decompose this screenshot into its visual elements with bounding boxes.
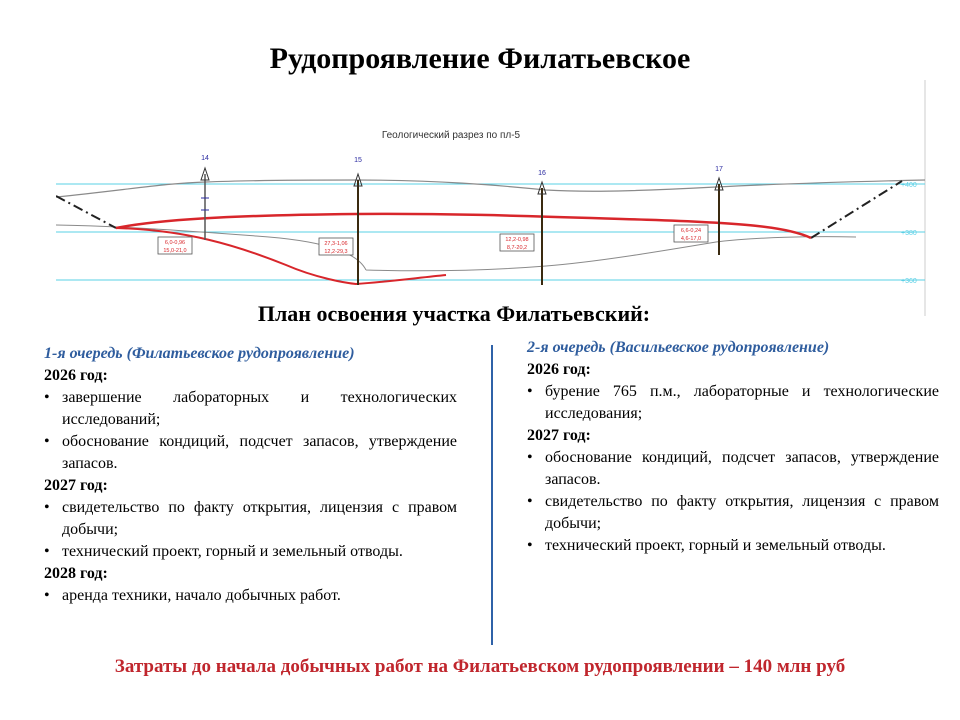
right-year-2027: 2027 год: — [527, 427, 591, 444]
svg-text:27,3-1,06: 27,3-1,06 — [324, 241, 348, 247]
section-caption: Геологический разрез по пл-5 — [381, 130, 521, 141]
left-heading: 1-я очередь (Филатьевское рудопроявление) — [44, 345, 355, 362]
cost-footer: Затраты до начала добычных работ на Филатьевском рудопроявлении – 140 млн руб — [114, 656, 846, 677]
right-item-2: • обоснование кондиций, подсчет запасов, утверждение запасов. — [527, 447, 939, 491]
svg-text:12,2-29,3: 12,2-29,3 — [324, 249, 348, 255]
right-item-3: • свидетельство по факту открытия, лицензия с правом добычи; — [527, 491, 939, 535]
left-year-2027: 2027 год: — [44, 477, 108, 494]
well-16-label: 16 — [538, 170, 546, 177]
fault-line-right — [811, 181, 902, 238]
left-year-2026: 2026 год: — [44, 367, 108, 384]
left-year-2028: 2028 год: — [44, 565, 108, 582]
well-15-label: 15 — [354, 157, 362, 164]
left-item-4: • технический проект, горный и земельный отводы. — [44, 541, 457, 563]
geological-section-figure — [56, 80, 928, 320]
right-heading: 2-я очередь (Васильевское рудопроявление) — [527, 339, 830, 356]
svg-text:8,7-20,2: 8,7-20,2 — [506, 245, 528, 251]
column-divider — [491, 345, 493, 645]
level-label-360: +360 — [901, 278, 917, 285]
well-17-label: 17 — [715, 166, 723, 173]
svg-text:6,0-0,96: 6,0-0,96 — [164, 240, 186, 246]
ore-body-lower — [116, 228, 446, 284]
svg-text:4,6-17,0: 4,6-17,0 — [680, 236, 702, 242]
left-item-3: • свидетельство по факту открытия, лицензия с правом добычи; — [44, 497, 457, 541]
fault-line-left — [56, 196, 116, 228]
svg-text:12,2-0,98: 12,2-0,98 — [505, 237, 529, 243]
plan-title: План освоения участка Филатьевский: — [0, 301, 908, 329]
svg-text:15,0-21,0: 15,0-21,0 — [163, 248, 187, 254]
right-item-1: • бурение 765 п.м., лабораторные и технологические исследования; — [527, 381, 939, 425]
sample-box-14 — [158, 237, 192, 254]
left-item-2: • обоснование кондиций, подсчет запасов, утверждение запасов. — [44, 431, 457, 475]
left-item-1: • завершение лабораторных и технологических исследований; — [44, 387, 457, 431]
sample-box-17 — [674, 225, 708, 242]
well-14-label: 14 — [201, 155, 209, 162]
right-column — [527, 337, 939, 557]
well-15 — [354, 157, 362, 285]
level-label-400: +400 — [901, 182, 917, 189]
sample-box-15 — [319, 238, 353, 255]
left-column — [44, 343, 457, 607]
left-item-5: • аренда техники, начало добычных работ. — [44, 585, 457, 607]
well-14 — [201, 155, 209, 240]
surface-line — [56, 180, 925, 197]
svg-text:6,6-0,24: 6,6-0,24 — [680, 228, 702, 234]
page-title: Рудопроявление Филатьевское — [269, 42, 691, 75]
right-item-4: • технический проект, горный и земельный отводы. — [527, 535, 939, 557]
level-label-380: +380 — [901, 230, 917, 237]
right-year-2026: 2026 год: — [527, 361, 591, 378]
well-16 — [538, 170, 546, 285]
sample-box-16 — [500, 234, 534, 251]
